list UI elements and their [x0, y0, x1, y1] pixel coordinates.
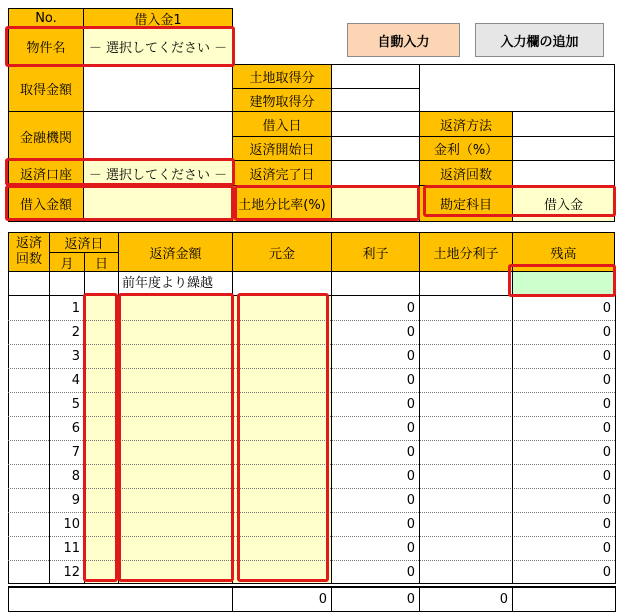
month-header: 月	[49, 252, 85, 272]
repay-number-header	[8, 232, 50, 272]
row-balance: 0	[602, 348, 611, 364]
column-line	[232, 272, 233, 584]
land-acquisition-value[interactable]	[331, 64, 420, 89]
row-month: 11	[63, 540, 80, 556]
total-principal: 0	[318, 592, 327, 607]
row-balance: 0	[602, 564, 611, 580]
borrow-date-value[interactable]	[331, 111, 420, 137]
blank-cell	[419, 64, 615, 112]
auto-input-button[interactable]: 自動入力	[347, 23, 460, 57]
row-balance: 0	[602, 468, 611, 484]
row-interest: 0	[406, 492, 415, 508]
row-month: 8	[71, 468, 80, 484]
total-interest: 0	[406, 592, 415, 607]
row-month: 12	[63, 564, 80, 580]
row-month: 4	[71, 372, 80, 388]
row-interest: 0	[406, 324, 415, 340]
balance-header: 残高	[512, 232, 615, 272]
row-interest: 0	[406, 420, 415, 436]
repay-number-header-line2: 回数	[15, 252, 42, 267]
row-balance: 0	[602, 540, 611, 556]
row-interest: 0	[406, 444, 415, 460]
property-name-label: 物件名	[8, 27, 84, 65]
borrow-date-label: 借入日	[232, 111, 332, 137]
row-interest: 0	[406, 516, 415, 532]
acquisition-amount-value[interactable]	[83, 64, 233, 112]
account-title-label: 勘定科目	[419, 185, 513, 222]
row-balance: 0	[602, 516, 611, 532]
repay-count-label: 返済回数	[419, 160, 513, 186]
repay-account-select[interactable]: － 選択してください －	[83, 160, 233, 186]
row-balance: 0	[602, 300, 611, 316]
repay-number-header-line1: 返済	[15, 236, 42, 251]
repay-account-label: 返済口座	[8, 160, 84, 186]
row-balance: 0	[602, 324, 611, 340]
interest-header: 利子	[331, 232, 420, 272]
repay-start-date-label: 返済開始日	[232, 136, 332, 161]
row-interest: 0	[406, 348, 415, 364]
add-input-field-button[interactable]: 入力欄の追加	[475, 23, 604, 57]
row-balance: 0	[602, 492, 611, 508]
row-month: 3	[71, 348, 80, 364]
row-balance: 0	[602, 372, 611, 388]
repay-end-date-value[interactable]	[331, 160, 420, 186]
property-name-select[interactable]: － 選択してください －	[83, 27, 233, 65]
repay-amount-header: 返済金額	[118, 232, 233, 272]
building-acquisition-value[interactable]	[331, 88, 420, 112]
interest-rate-label: 金利（%）	[419, 136, 513, 161]
row-month: 1	[71, 300, 80, 316]
loan-amount-label: 借入金額	[8, 185, 84, 222]
land-ratio-input[interactable]	[331, 185, 420, 222]
row-balance: 0	[602, 444, 611, 460]
acquisition-amount-label: 取得金額	[8, 64, 84, 112]
row-interest: 0	[406, 396, 415, 412]
interest-rate-value[interactable]	[512, 136, 615, 161]
repay-end-date-label: 返済完了日	[232, 160, 332, 186]
loan-amount-input[interactable]	[83, 185, 233, 222]
row-interest: 0	[406, 540, 415, 556]
repay-method-value[interactable]	[512, 111, 615, 137]
repay-method-label: 返済方法	[419, 111, 513, 137]
land-interest-header: 土地分利子	[419, 232, 513, 272]
day-header: 日	[84, 252, 119, 272]
loan-number: 借入金1	[83, 8, 233, 28]
account-title-value: 借入金	[512, 185, 615, 222]
row-month: 6	[71, 420, 80, 436]
row-interest: 0	[406, 300, 415, 316]
row-month: 10	[63, 516, 80, 532]
row-month: 5	[71, 396, 80, 412]
column-line	[118, 272, 119, 584]
financial-institution-label: 金融機関	[8, 111, 84, 161]
principal-header: 元金	[232, 232, 332, 272]
row-month: 7	[71, 444, 80, 460]
repay-count-value[interactable]	[512, 160, 615, 186]
building-acquisition-label: 建物取得分	[232, 88, 332, 112]
financial-institution-value[interactable]	[83, 111, 233, 161]
row-interest: 0	[406, 564, 415, 580]
repay-start-date-value[interactable]	[331, 136, 420, 161]
land-acquisition-label: 土地取得分	[232, 64, 332, 89]
row-month: 9	[71, 492, 80, 508]
carryover-label: 前年度より繰越	[122, 276, 214, 291]
row-interest: 0	[406, 468, 415, 484]
row-balance: 0	[602, 396, 611, 412]
repay-date-header: 返済日	[49, 232, 119, 253]
no-label: No.	[8, 8, 84, 28]
row-balance: 0	[602, 420, 611, 436]
opening-balance-input[interactable]	[513, 272, 615, 296]
row-interest: 0	[406, 372, 415, 388]
land-ratio-label: 土地分比率(%)	[232, 185, 332, 222]
total-land-interest: 0	[499, 592, 508, 607]
row-month: 2	[71, 324, 80, 340]
